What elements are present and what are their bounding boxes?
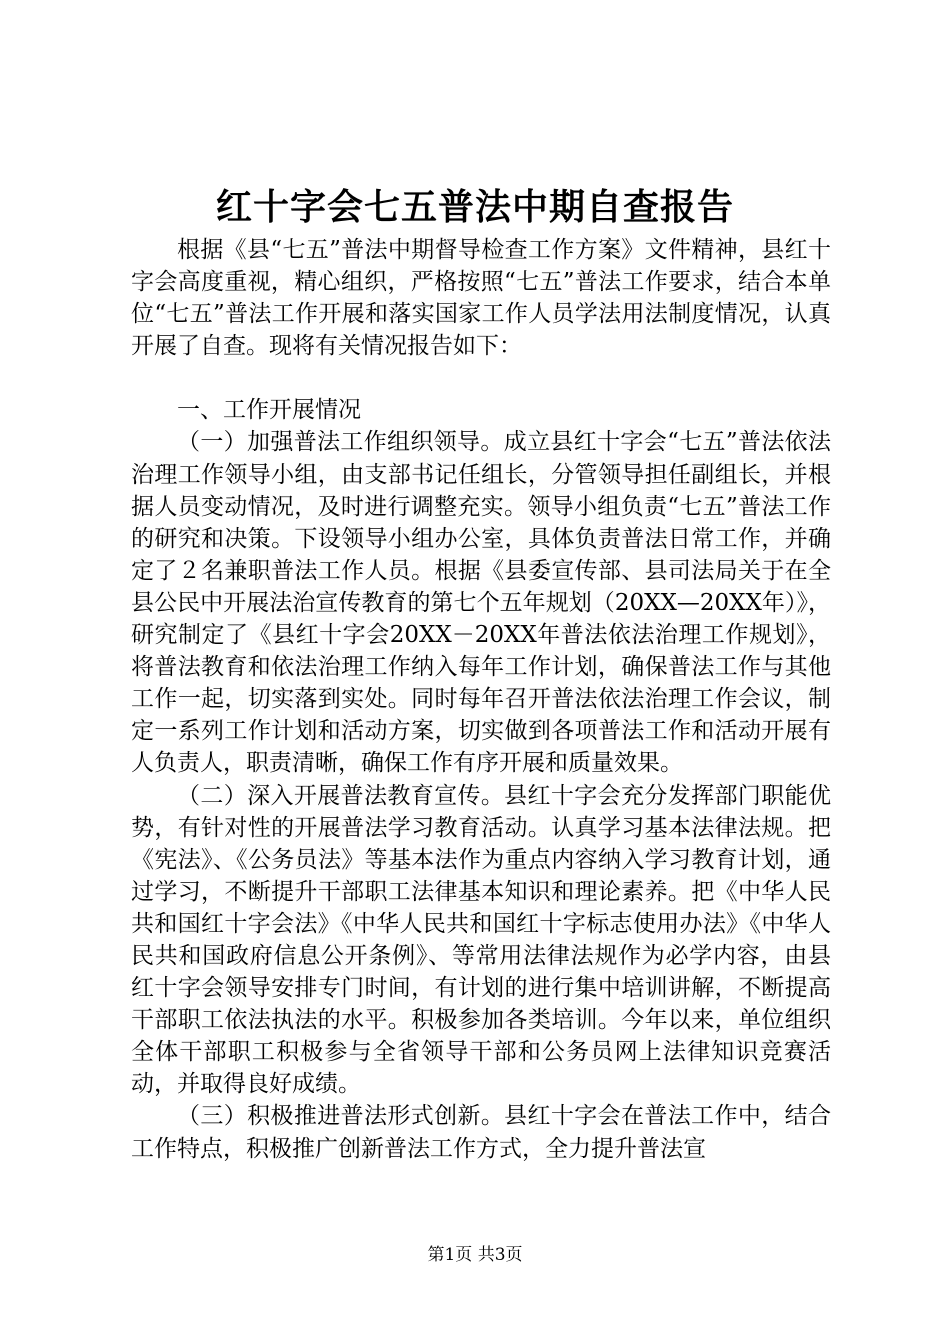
paragraph-innovation: （三）积极推进普法形式创新。县红十字会在普法工作中，结合工作特点，积极推广创新普法工作方式，全力提升普法宣 (131, 1103, 831, 1162)
section-heading: 一、工作开展情况 (177, 397, 361, 424)
document-title: 红十字会七五普法中期自查报告 (215, 186, 734, 228)
paragraph-education: （二）深入开展普法教育宣传。县红十字会充分发挥部门职能优势，有针对性的开展普法学习教育活动。认真学习基本法律法规。把《宪法》、《公务员法》等基本法作为重点内容纳入学习教育计划，通过学习，不断提升干部职工法律基本知识和理论素养。把《中华人民共和国红十字会法》《中华人民共和国红十字标志使用办法》《中华人民共和国政府信息公开条例》、等常用法律法规作为必学内容，由县红十字会领导安排专门时间，有计划的进行集中培训讲解，不断提高干部职工依法执法的水平。积极参加各类培训。今年以来，单位组织全体干部职工积极参与全省领导干部和公务员网上法律知识竞赛活动，并取得良好成绩。 (131, 782, 831, 1098)
document-body (131, 234, 831, 1165)
intro-paragraph: 根据《县“七五”普法中期督导检查工作方案》文件精神，县红十字会高度重视，精心组织，严格按照“七五”普法工作要求，结合本单位“七五”普法工作开展和落实国家工作人员学法用法制度情况，认真开展了自查。现将有关情况报告如下： (131, 237, 831, 360)
paragraph-organization: （一）加强普法工作组织领导。成立县红十字会“七五”普法依法治理工作领导小组，由支部书记任组长，分管领导担任副组长，并根据人员变动情况，及时进行调整充实。领导小组负责“七五”普法工作的研究和决策。下设领导小组办公室，具体负责普法日常工作，并确定了２名兼职普法工作人员。根据《县委宣传部、县司法局关于在全县公民中开展法治宣传教育的第七个五年规划（20XX—20XX年）》，研究制定了《县红十字会20XX－20XX年普法依法治理工作规划》，将普法教育和依法治理工作纳入每年工作计划，确保普法工作与其他工作一起，切实落到实处。同时每年召开普法依法治理工作会议，制定一系列工作计划和活动方案，切实做到各项普法工作和活动开展有人负责人，职责清晰，确保工作有序开展和质量效果。 (131, 429, 831, 777)
page-number-footer: 第1页 共3页 (427, 1245, 523, 1265)
